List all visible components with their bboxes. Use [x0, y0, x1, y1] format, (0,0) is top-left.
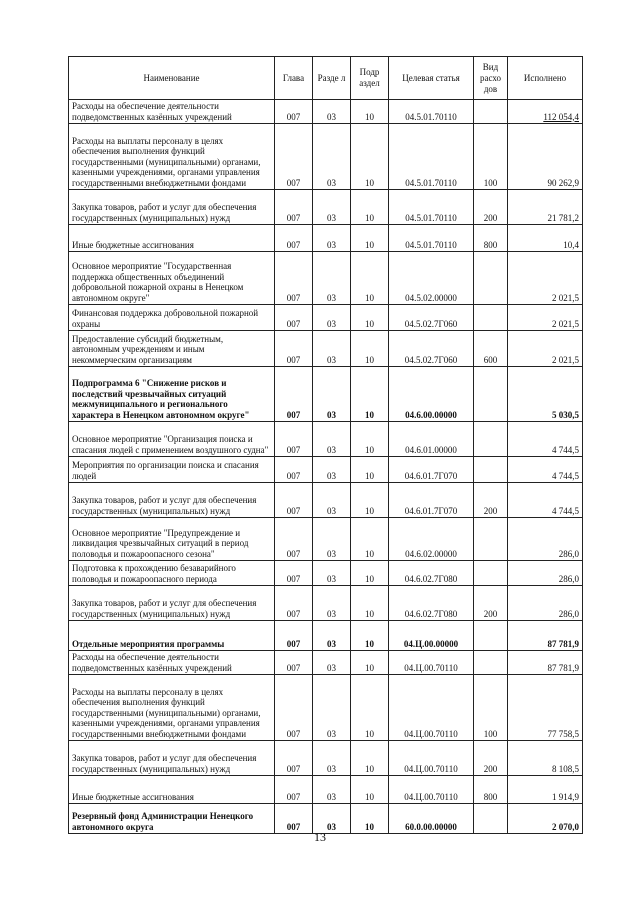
cell-expense-type: 600 [474, 331, 508, 367]
cell-target: 04.5.02.00000 [389, 252, 474, 305]
table-row [69, 422, 583, 457]
column-header-name: Наименование [69, 57, 275, 100]
cell-chapter: 007 [275, 518, 313, 561]
cell-subsection: 10 [351, 776, 389, 804]
cell-subsection: 10 [351, 100, 389, 124]
cell-subsection: 10 [351, 586, 389, 621]
cell-chapter: 007 [275, 100, 313, 124]
cell-executed: 10,4 [508, 225, 583, 252]
cell-executed: 5 030,5 [508, 367, 583, 422]
cell-name: Финансовая поддержка добровольной пожарной охраны [69, 305, 275, 331]
cell-name: Закупка товаров, работ и услуг для обеспечения государственных (муниципальных) нужд [69, 190, 275, 225]
cell-executed: 4 744,5 [508, 422, 583, 457]
cell-target: 04.5.01.70110 [389, 225, 474, 252]
cell-subsection: 10 [351, 422, 389, 457]
cell-section: 03 [313, 776, 351, 804]
table-row [69, 483, 583, 518]
cell-expense-type: 200 [474, 741, 508, 776]
cell-section: 03 [313, 675, 351, 741]
cell-expense-type [474, 457, 508, 483]
cell-chapter: 007 [275, 561, 313, 586]
cell-expense-type: 100 [474, 675, 508, 741]
cell-chapter: 007 [275, 586, 313, 621]
cell-name: Иные бюджетные ассигнования [69, 776, 275, 804]
cell-subsection: 10 [351, 305, 389, 331]
cell-target: 04.5.01.70110 [389, 124, 474, 190]
cell-target: 04.Ц.00.00000 [389, 621, 474, 651]
cell-name: Закупка товаров, работ и услуг для обеспечения государственных (муниципальных) нужд [69, 483, 275, 518]
cell-target: 60.0.00.00000 [389, 804, 474, 834]
cell-chapter: 007 [275, 741, 313, 776]
cell-executed: 286,0 [508, 561, 583, 586]
cell-chapter: 007 [275, 252, 313, 305]
table-body [69, 100, 583, 834]
cell-section: 03 [313, 518, 351, 561]
cell-target: 04.6.00.00000 [389, 367, 474, 422]
table-row [69, 651, 583, 675]
cell-subsection: 10 [351, 518, 389, 561]
table-row [69, 804, 583, 834]
cell-executed: 2 021,5 [508, 305, 583, 331]
cell-name: Мероприятия по организации поиска и спасания людей [69, 457, 275, 483]
table-row [69, 225, 583, 252]
cell-name: Предоставление субсидий бюджетным, автономным учреждениям и иным некоммерческим организациям [69, 331, 275, 367]
cell-executed: 112 054,4 [508, 100, 583, 124]
cell-chapter: 007 [275, 331, 313, 367]
table-row [69, 675, 583, 741]
cell-name: Расходы на обеспечение деятельности подведомственных казённых учреждений [69, 100, 275, 124]
cell-name: Отдельные мероприятия программы [69, 621, 275, 651]
cell-chapter: 007 [275, 422, 313, 457]
table-row [69, 621, 583, 651]
cell-name: Основное мероприятие "Организация поиска и спасания людей с применением воздушного судна" [69, 422, 275, 457]
column-header-executed: Исполнено [508, 57, 583, 100]
cell-chapter: 007 [275, 675, 313, 741]
cell-executed: 2 021,5 [508, 252, 583, 305]
cell-chapter: 007 [275, 804, 313, 834]
cell-section: 03 [313, 100, 351, 124]
cell-section: 03 [313, 367, 351, 422]
column-header-expense-type: Вид расхо дов [474, 57, 508, 100]
cell-section: 03 [313, 225, 351, 252]
cell-name: Резервный фонд Администрации Ненецкого автономного округа [69, 804, 275, 834]
column-header-chapter: Глава [275, 57, 313, 100]
cell-name: Закупка товаров, работ и услуг для обеспечения государственных (муниципальных) нужд [69, 741, 275, 776]
cell-expense-type [474, 561, 508, 586]
cell-section: 03 [313, 190, 351, 225]
cell-executed: 286,0 [508, 518, 583, 561]
table-row [69, 305, 583, 331]
table-row [69, 367, 583, 422]
table-row [69, 100, 583, 124]
cell-expense-type [474, 621, 508, 651]
cell-executed: 21 781,2 [508, 190, 583, 225]
cell-target: 04.5.02.7Г060 [389, 331, 474, 367]
cell-expense-type: 100 [474, 124, 508, 190]
cell-subsection: 10 [351, 124, 389, 190]
cell-executed: 286,0 [508, 586, 583, 621]
table-row [69, 124, 583, 190]
cell-executed: 87 781,9 [508, 651, 583, 675]
cell-target: 04.6.01.7Г070 [389, 483, 474, 518]
cell-executed: 4 744,5 [508, 483, 583, 518]
table-row [69, 457, 583, 483]
cell-chapter: 007 [275, 124, 313, 190]
cell-chapter: 007 [275, 225, 313, 252]
cell-section: 03 [313, 252, 351, 305]
cell-section: 03 [313, 561, 351, 586]
cell-expense-type: 200 [474, 190, 508, 225]
budget-table [68, 56, 583, 834]
cell-executed: 4 744,5 [508, 457, 583, 483]
cell-name: Расходы на выплаты персоналу в целях обеспечения выполнения функций государственными (муниципальными) органами, казенными учреждениями, органами управления государственными внебюджетными фондами [69, 124, 275, 190]
cell-target: 04.6.02.7Г080 [389, 561, 474, 586]
cell-target: 04.6.02.00000 [389, 518, 474, 561]
cell-target: 04.6.01.00000 [389, 422, 474, 457]
table-row [69, 741, 583, 776]
table-row [69, 776, 583, 804]
cell-subsection: 10 [351, 252, 389, 305]
cell-executed: 8 108,5 [508, 741, 583, 776]
cell-chapter: 007 [275, 651, 313, 675]
table-row [69, 190, 583, 225]
page-number: 13 [314, 830, 326, 844]
cell-expense-type [474, 518, 508, 561]
cell-section: 03 [313, 804, 351, 834]
cell-section: 03 [313, 483, 351, 518]
cell-chapter: 007 [275, 776, 313, 804]
cell-subsection: 10 [351, 457, 389, 483]
column-header-target: Целевая статья [389, 57, 474, 100]
cell-name: Подготовка к прохождению безаварийного половодья и пожароопасного периода [69, 561, 275, 586]
table-header-row [69, 57, 583, 100]
cell-executed: 77 758,5 [508, 675, 583, 741]
cell-expense-type: 800 [474, 776, 508, 804]
table-row [69, 561, 583, 586]
column-header-subsection: Подр аздел [351, 57, 389, 100]
cell-section: 03 [313, 124, 351, 190]
cell-executed: 87 781,9 [508, 621, 583, 651]
cell-target: 04.Ц.00.70110 [389, 776, 474, 804]
column-header-section: Разде л [313, 57, 351, 100]
cell-subsection: 10 [351, 675, 389, 741]
cell-section: 03 [313, 305, 351, 331]
cell-section: 03 [313, 422, 351, 457]
cell-target: 04.5.01.70110 [389, 100, 474, 124]
cell-section: 03 [313, 741, 351, 776]
cell-expense-type: 200 [474, 483, 508, 518]
cell-subsection: 10 [351, 225, 389, 252]
cell-chapter: 007 [275, 621, 313, 651]
cell-subsection: 10 [351, 367, 389, 422]
cell-section: 03 [313, 651, 351, 675]
cell-name: Расходы на выплаты персоналу в целях обеспечения выполнения функций государственными (муниципальными) органами, казенными учреждениями, органами управления государственными внебюджетными фондами [69, 675, 275, 741]
cell-target: 04.6.02.7Г080 [389, 586, 474, 621]
cell-subsection: 10 [351, 331, 389, 367]
cell-section: 03 [313, 331, 351, 367]
cell-name: Основное мероприятие "Государственная поддержка общественных объединений добровольной пожарной охраны в Ненецком автономном округе" [69, 252, 275, 305]
cell-name: Иные бюджетные ассигнования [69, 225, 275, 252]
cell-name: Основное мероприятие "Предупреждение и ликвидация чрезвычайных ситуаций в период половодья и пожароопасного сезона" [69, 518, 275, 561]
cell-expense-type [474, 651, 508, 675]
cell-chapter: 007 [275, 483, 313, 518]
cell-expense-type [474, 100, 508, 124]
cell-executed: 2 070,0 [508, 804, 583, 834]
cell-executed: 90 262,9 [508, 124, 583, 190]
cell-executed: 1 914,9 [508, 776, 583, 804]
table-row [69, 331, 583, 367]
cell-expense-type [474, 252, 508, 305]
cell-chapter: 007 [275, 305, 313, 331]
cell-subsection: 10 [351, 190, 389, 225]
cell-subsection: 10 [351, 741, 389, 776]
cell-expense-type: 200 [474, 586, 508, 621]
cell-subsection: 10 [351, 621, 389, 651]
cell-subsection: 10 [351, 804, 389, 834]
cell-name: Подпрограмма 6 "Снижение рисков и последствий чрезвычайных ситуаций межмуниципального и регионального характера в Ненецком автономном округе" [69, 367, 275, 422]
cell-target: 04.Ц.00.70110 [389, 651, 474, 675]
cell-expense-type: 800 [474, 225, 508, 252]
table-row [69, 252, 583, 305]
cell-target: 04.5.01.70110 [389, 190, 474, 225]
table-row [69, 518, 583, 561]
cell-subsection: 10 [351, 483, 389, 518]
cell-chapter: 007 [275, 457, 313, 483]
cell-chapter: 007 [275, 190, 313, 225]
cell-name: Расходы на обеспечение деятельности подведомственных казённых учреждений [69, 651, 275, 675]
cell-target: 04.5.02.7Г060 [389, 305, 474, 331]
cell-chapter: 007 [275, 367, 313, 422]
cell-target: 04.6.01.7Г070 [389, 457, 474, 483]
cell-section: 03 [313, 621, 351, 651]
cell-subsection: 10 [351, 561, 389, 586]
cell-executed: 2 021,5 [508, 331, 583, 367]
cell-target: 04.Ц.00.70110 [389, 741, 474, 776]
cell-expense-type [474, 422, 508, 457]
cell-expense-type [474, 367, 508, 422]
cell-section: 03 [313, 457, 351, 483]
cell-section: 03 [313, 586, 351, 621]
cell-subsection: 10 [351, 651, 389, 675]
table-row [69, 586, 583, 621]
cell-expense-type [474, 804, 508, 834]
cell-name: Закупка товаров, работ и услуг для обеспечения государственных (муниципальных) нужд [69, 586, 275, 621]
cell-expense-type [474, 305, 508, 331]
cell-target: 04.Ц.00.70110 [389, 675, 474, 741]
